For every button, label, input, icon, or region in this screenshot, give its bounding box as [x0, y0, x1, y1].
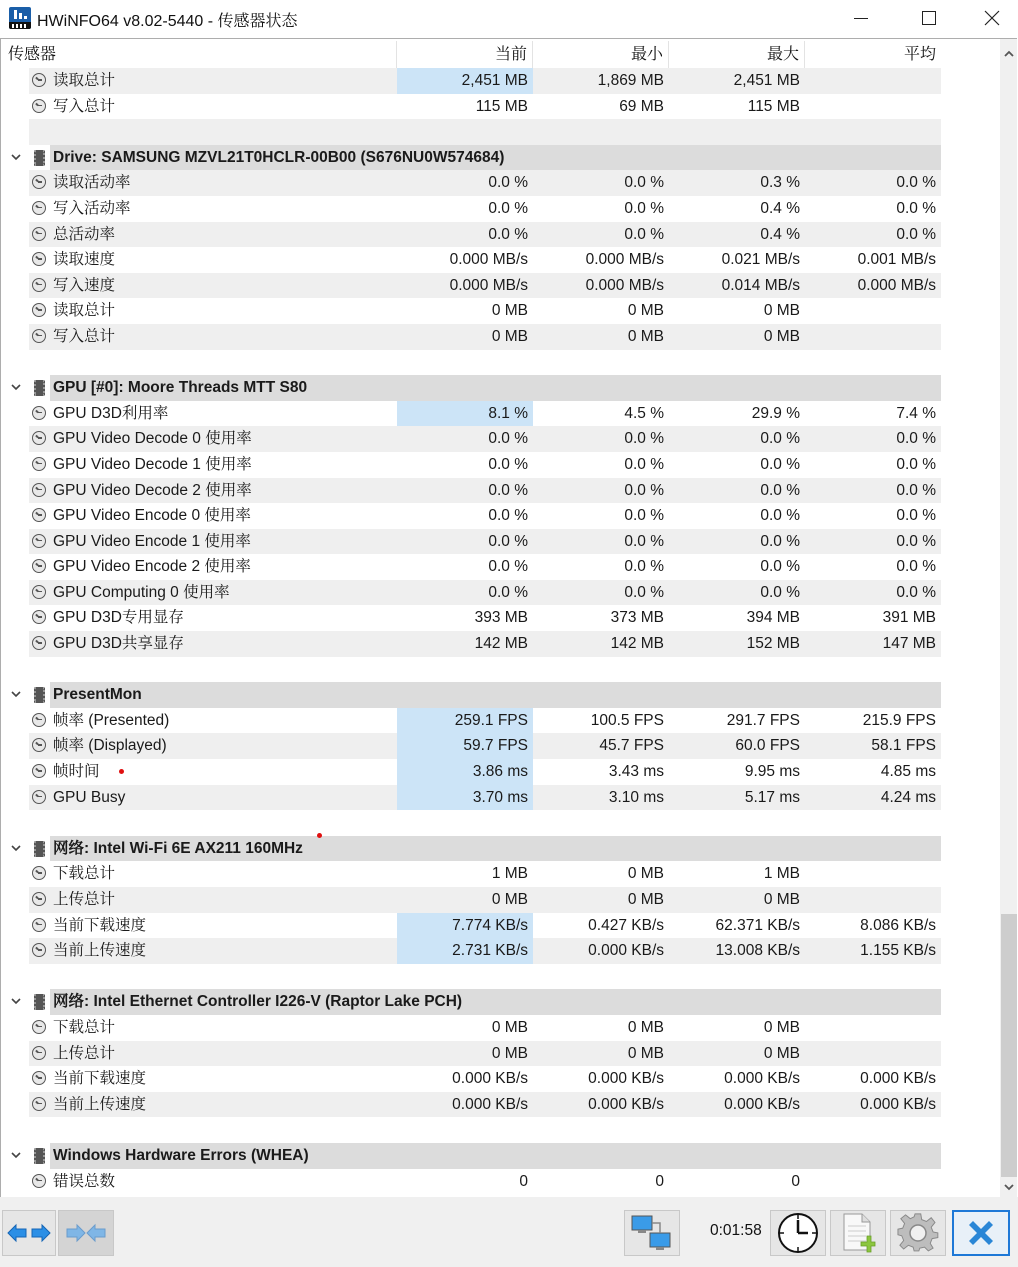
value-current: 0 MB — [491, 1018, 528, 1036]
sensor-group-row[interactable] — [1, 145, 1000, 171]
sensor-row[interactable] — [1, 580, 1000, 606]
value-max: 291.7 FPS — [726, 711, 800, 729]
value-min: 0.0 % — [624, 455, 664, 473]
sensor-label: 当前下载速度 — [53, 916, 147, 934]
value-current: 0.000 MB/s — [449, 251, 528, 269]
value-avg: 0.0 % — [896, 174, 936, 192]
sensor-label: GPU D3D利用率 — [53, 404, 169, 422]
value-max: 0 MB — [763, 327, 800, 345]
column-header-current[interactable]: 当前 — [397, 41, 533, 68]
sensor-label: 下载总计 — [53, 1018, 116, 1036]
sensor-row[interactable] — [1, 298, 1000, 324]
value-max: 0 MB — [763, 1018, 800, 1036]
value-max: 394 MB — [746, 609, 800, 627]
scroll-thumb[interactable] — [1001, 914, 1017, 1177]
sensor-clock-icon — [32, 227, 46, 241]
chevron-down-icon[interactable] — [10, 381, 22, 393]
value-avg: 0.0 % — [896, 455, 936, 473]
chevron-down-icon[interactable] — [10, 1149, 22, 1161]
sensor-row[interactable] — [1, 401, 1000, 427]
chip-icon — [34, 1148, 45, 1164]
value-max: 1 MB — [763, 865, 800, 883]
close-sensors-button[interactable] — [952, 1210, 1010, 1256]
sensor-label: 总活动率 — [53, 225, 116, 243]
value-current: 0 MB — [491, 327, 528, 345]
value-max: 2,451 MB — [733, 72, 800, 89]
value-min: 0.000 KB/s — [588, 1070, 664, 1088]
sensor-row[interactable] — [1, 452, 1000, 478]
value-current: 3.86 ms — [397, 759, 533, 785]
sensor-list[interactable] — [0, 38, 1017, 1198]
value-avg — [805, 887, 941, 913]
value-current: 0.000 KB/s — [452, 1095, 528, 1113]
value-min: 0.000 KB/s — [588, 1095, 664, 1113]
settings-button[interactable] — [890, 1210, 946, 1256]
chip-icon — [34, 841, 45, 857]
sensor-label: 下载总计 — [53, 865, 116, 883]
sensor-clock-icon — [32, 278, 46, 292]
value-avg: 391 MB — [882, 609, 936, 627]
value-min: 0.0 % — [624, 225, 664, 243]
sensor-row[interactable] — [1, 631, 1000, 657]
value-max: 0.000 KB/s — [724, 1095, 800, 1113]
sensor-label: 写入总计 — [53, 327, 116, 345]
value-min: 0 MB — [627, 891, 664, 908]
value-max: 0 MB — [763, 1044, 800, 1062]
value-avg: 147 MB — [882, 635, 936, 653]
value-max: 5.17 ms — [744, 788, 800, 806]
sensor-row[interactable] — [1, 733, 1000, 759]
value-max: 0.0 % — [760, 532, 800, 550]
sensor-label: 读取速度 — [53, 251, 116, 269]
value-max: 0 MB — [763, 302, 800, 320]
sensor-label: 当前上传速度 — [53, 1095, 147, 1113]
title-bar — [0, 0, 1018, 38]
sensor-label: GPU Video Decode 2 使用率 — [53, 481, 252, 499]
sensor-row[interactable] — [1, 785, 1000, 811]
value-max: 152 MB — [746, 635, 800, 653]
sensor-row[interactable] — [1, 273, 1000, 299]
sensor-row[interactable] — [1, 1041, 1000, 1067]
sensor-row[interactable] — [1, 529, 1000, 555]
sensor-group-row[interactable] — [1, 836, 1000, 862]
sensor-row[interactable] — [1, 68, 1000, 94]
group-label: Windows Hardware Errors (WHEA) — [53, 1146, 309, 1164]
sensor-clock-icon — [32, 73, 46, 87]
sensor-label: GPU Video Decode 1 使用率 — [53, 455, 252, 473]
value-current: 3.70 ms — [397, 785, 533, 811]
value-avg — [805, 861, 941, 887]
chevron-down-icon[interactable] — [10, 842, 22, 854]
value-min: 373 MB — [610, 609, 664, 627]
sensor-row[interactable] — [1, 887, 1000, 913]
blank-row — [1, 964, 1000, 990]
sensor-clock-icon — [32, 329, 46, 343]
value-min: 0.0 % — [624, 174, 664, 192]
value-min: 0.0 % — [624, 430, 664, 448]
sensor-clock-icon — [32, 508, 46, 522]
value-max: 9.95 ms — [744, 763, 800, 781]
value-avg: 4.24 ms — [880, 788, 936, 806]
value-current: 0.0 % — [488, 455, 528, 473]
blank-row — [1, 810, 1000, 836]
blank-row — [1, 350, 1000, 376]
red-marker-dot — [317, 833, 322, 838]
chip-icon — [34, 150, 45, 166]
sensor-clock-icon — [32, 483, 46, 497]
sensor-clock-icon — [32, 457, 46, 471]
sensor-group-row[interactable] — [1, 989, 1000, 1015]
group-label: GPU [#0]: Moore Threads MTT S80 — [53, 379, 308, 397]
value-current: 0.0 % — [488, 583, 528, 601]
value-avg: 0.0 % — [896, 481, 936, 499]
value-avg — [805, 68, 941, 94]
sensor-row[interactable] — [1, 605, 1000, 631]
sensor-label: 读取活动率 — [53, 174, 131, 192]
value-current: 8.1 % — [397, 401, 533, 427]
sensor-row[interactable] — [1, 170, 1000, 196]
value-max: 0.0 % — [760, 558, 800, 576]
value-min: 3.43 ms — [608, 763, 664, 781]
vertical-scrollbar[interactable] — [1000, 39, 1017, 1197]
value-avg — [805, 94, 941, 120]
value-min: 100.5 FPS — [590, 711, 664, 729]
sensor-rows — [1, 68, 1000, 1194]
row-background — [29, 810, 941, 836]
sensor-row[interactable] — [1, 861, 1000, 887]
value-current: 0 MB — [491, 302, 528, 320]
row-background — [29, 119, 941, 145]
expand-arrows-icon — [6, 1222, 52, 1244]
group-label: 网络: Intel Wi-Fi 6E AX211 160MHz — [53, 839, 303, 857]
value-min: 1,869 MB — [597, 72, 664, 89]
sensor-label: GPU Video Decode 0 使用率 — [53, 430, 252, 448]
logging-button[interactable] — [830, 1210, 886, 1256]
sensor-label: GPU Computing 0 使用率 — [53, 583, 230, 601]
clock-icon — [777, 1212, 819, 1254]
value-avg: 0.0 % — [896, 199, 936, 217]
value-min: 0.000 MB/s — [585, 251, 664, 269]
chip-icon — [34, 994, 45, 1010]
value-avg — [805, 1169, 941, 1195]
value-min: 69 MB — [619, 97, 664, 115]
value-min: 142 MB — [610, 635, 664, 653]
sensor-clock-icon — [32, 585, 46, 599]
close-icon — [984, 10, 1000, 26]
value-avg — [805, 1015, 941, 1041]
sensor-label: GPU Video Encode 0 使用率 — [53, 507, 251, 525]
value-avg: 0.001 MB/s — [857, 251, 936, 269]
value-min: 45.7 FPS — [599, 737, 664, 755]
collapse-arrows-icon — [63, 1222, 109, 1244]
expand-all-button[interactable] — [2, 1210, 56, 1256]
sensor-label: GPU Video Encode 1 使用率 — [53, 532, 251, 550]
value-current: 2,451 MB — [397, 68, 533, 94]
sensor-row[interactable] — [1, 94, 1000, 120]
value-max: 0 MB — [763, 891, 800, 908]
sensor-label: 上传总计 — [53, 891, 116, 908]
value-avg: 0.0 % — [896, 225, 936, 243]
value-min: 0.0 % — [624, 583, 664, 601]
value-max: 0.0 % — [760, 455, 800, 473]
sensor-row[interactable] — [1, 426, 1000, 452]
sensor-label: 读取总计 — [53, 72, 116, 89]
value-current: 0.0 % — [488, 199, 528, 217]
chevron-up-icon — [1004, 50, 1014, 57]
red-marker-dot — [119, 769, 124, 774]
sensor-row[interactable] — [1, 554, 1000, 580]
column-header-min[interactable]: 最小 — [533, 41, 669, 68]
value-avg: 0.000 KB/s — [860, 1070, 936, 1088]
value-max: 0.014 MB/s — [721, 276, 800, 294]
chip-icon — [34, 380, 45, 396]
value-max: 0.0 % — [760, 481, 800, 499]
value-max: 62.371 KB/s — [715, 916, 800, 934]
sensor-label: 帧时间 — [53, 763, 100, 781]
close-window-button[interactable] — [969, 0, 1015, 36]
add-log-file-icon — [838, 1212, 878, 1254]
sensor-row[interactable] — [1, 324, 1000, 350]
sensor-clock-icon — [32, 636, 46, 650]
value-max: 0 — [791, 1172, 800, 1190]
sensor-row[interactable] — [1, 196, 1000, 222]
value-current: 0.0 % — [488, 532, 528, 550]
sensor-label: 写入活动率 — [53, 199, 131, 217]
value-current: 0.000 MB/s — [449, 276, 528, 294]
network-button[interactable] — [624, 1210, 680, 1256]
minimize-button[interactable] — [838, 0, 884, 36]
value-min: 0 MB — [627, 1018, 664, 1036]
value-current: 0.0 % — [488, 174, 528, 192]
chevron-down-icon — [1004, 1184, 1014, 1191]
group-label: Drive: SAMSUNG MZVL21T0HCLR-00B00 (S676NU0W574684) — [53, 148, 505, 166]
sensor-label: 帧率 (Presented) — [53, 711, 170, 729]
value-max: 13.008 KB/s — [715, 942, 800, 960]
value-min: 4.5 % — [624, 404, 664, 422]
value-current: 0.0 % — [488, 225, 528, 243]
group-label: 网络: Intel Ethernet Controller I226-V (Raptor Lake PCH) — [53, 993, 463, 1011]
sensor-clock-icon — [32, 790, 46, 804]
sensor-clock-icon — [32, 1097, 46, 1111]
sensor-row[interactable] — [1, 1092, 1000, 1118]
maximize-icon — [922, 11, 936, 25]
value-min: 3.10 ms — [608, 788, 664, 806]
value-current: 1 MB — [491, 865, 528, 883]
value-avg: 7.4 % — [896, 404, 936, 422]
value-current: 259.1 FPS — [397, 708, 533, 734]
sensor-row[interactable] — [1, 1066, 1000, 1092]
sensor-label: 错误总数 — [53, 1172, 116, 1190]
sensor-row[interactable] — [1, 247, 1000, 273]
value-current: 142 MB — [474, 635, 528, 653]
value-avg: 0.000 KB/s — [860, 1095, 936, 1113]
sensor-clock-icon — [32, 713, 46, 727]
value-min: 0 MB — [627, 865, 664, 883]
scroll-up-button[interactable] — [1000, 45, 1017, 62]
sensor-clock-icon — [32, 1046, 46, 1060]
value-avg: 0.0 % — [896, 558, 936, 576]
sensor-row[interactable] — [1, 503, 1000, 529]
sensor-label: 读取总计 — [53, 302, 116, 320]
group-label: PresentMon — [53, 686, 142, 704]
sensor-label: 当前上传速度 — [53, 942, 147, 960]
close-x-icon — [965, 1217, 997, 1249]
value-max: 0.0 % — [760, 507, 800, 525]
column-header-max[interactable]: 最大 — [669, 41, 805, 68]
elapsed-time: 0:01:58 — [710, 1222, 762, 1239]
value-max: 0.3 % — [760, 174, 800, 192]
value-max: 0.4 % — [760, 199, 800, 217]
value-avg: 0.0 % — [896, 532, 936, 550]
value-min: 0 MB — [627, 327, 664, 345]
value-max: 0.0 % — [760, 430, 800, 448]
network-computers-icon — [630, 1213, 674, 1253]
value-min: 0.0 % — [624, 199, 664, 217]
sensor-clock-icon — [32, 201, 46, 215]
value-max: 60.0 FPS — [735, 737, 800, 755]
value-current: 0.0 % — [488, 481, 528, 499]
sensor-clock-icon — [32, 406, 46, 420]
minimize-icon — [854, 18, 868, 19]
row-background — [29, 1117, 941, 1143]
sensor-group-row[interactable] — [1, 1143, 1000, 1169]
collapse-all-button[interactable] — [58, 1210, 114, 1256]
chip-icon — [34, 687, 45, 703]
value-max: 115 MB — [747, 97, 800, 115]
sensor-row[interactable] — [1, 913, 1000, 939]
sensor-row[interactable] — [1, 938, 1000, 964]
value-avg: 1.155 KB/s — [860, 942, 936, 960]
value-max: 29.9 % — [751, 404, 800, 422]
reset-timer-button[interactable] — [770, 1210, 826, 1256]
row-background — [29, 657, 941, 683]
sensor-clock-icon — [32, 764, 46, 778]
sensor-clock-icon — [32, 918, 46, 932]
sensor-row[interactable] — [1, 478, 1000, 504]
value-current: 0.000 KB/s — [452, 1070, 528, 1088]
value-current: 0 — [519, 1172, 528, 1190]
value-avg: 215.9 FPS — [862, 711, 936, 729]
sensor-clock-icon — [32, 1174, 46, 1188]
value-current: 393 MB — [474, 609, 528, 627]
sensor-label: 写入总计 — [53, 97, 116, 115]
sensor-label: 当前下载速度 — [53, 1070, 147, 1088]
value-min: 0.0 % — [624, 481, 664, 499]
row-background — [29, 350, 941, 376]
sensor-group-row[interactable] — [1, 682, 1000, 708]
maximize-button[interactable] — [906, 0, 952, 36]
value-current: 7.774 KB/s — [397, 913, 533, 939]
value-max: 0.0 % — [760, 583, 800, 601]
sensor-row[interactable] — [1, 708, 1000, 734]
value-min: 0 MB — [627, 1044, 664, 1062]
value-avg: 58.1 FPS — [871, 737, 936, 755]
value-current: 115 MB — [475, 97, 528, 115]
value-avg: 0.000 MB/s — [857, 276, 936, 294]
value-current: 0.0 % — [488, 507, 528, 525]
value-avg — [805, 298, 941, 324]
column-header-avg[interactable]: 平均 — [903, 46, 936, 63]
sensor-label: GPU D3D共享显存 — [53, 635, 184, 653]
value-min: 0 — [655, 1172, 664, 1190]
value-avg: 0.0 % — [896, 507, 936, 525]
value-max: 0.000 KB/s — [724, 1070, 800, 1088]
sensor-clock-icon — [32, 534, 46, 548]
sensor-clock-icon — [32, 1020, 46, 1034]
chevron-down-icon[interactable] — [10, 151, 22, 163]
column-header-sensor[interactable]: 传感器 — [1, 41, 397, 68]
value-avg: 4.85 ms — [880, 763, 936, 781]
value-current: 0 MB — [491, 1044, 528, 1062]
sensor-group-row[interactable] — [1, 375, 1000, 401]
chevron-down-icon[interactable] — [10, 688, 22, 700]
value-min: 0.000 MB/s — [585, 276, 664, 294]
window-title: HWiNFO64 v8.02-5440 - 传感器状态 — [37, 13, 298, 30]
bottom-toolbar — [0, 1197, 1018, 1267]
sensor-label: GPU Busy — [53, 788, 126, 806]
sensor-label: 帧率 (Displayed) — [53, 737, 167, 755]
gear-icon — [897, 1212, 939, 1254]
sensor-label: GPU D3D专用显存 — [53, 609, 184, 627]
sensor-clock-icon — [32, 892, 46, 906]
value-current: 59.7 FPS — [397, 733, 533, 759]
sensor-row[interactable] — [1, 222, 1000, 248]
hwinfo-app-icon — [9, 7, 31, 29]
sensor-row[interactable] — [1, 1169, 1000, 1195]
value-min: 0.0 % — [624, 558, 664, 576]
sensor-row[interactable] — [1, 759, 1000, 785]
value-avg — [805, 1041, 941, 1067]
value-current: 0.0 % — [488, 430, 528, 448]
value-avg: 8.086 KB/s — [860, 916, 936, 934]
sensor-label: 写入速度 — [53, 276, 116, 294]
blank-row — [1, 1117, 1000, 1143]
value-min: 0.427 KB/s — [588, 916, 664, 934]
value-current: 0 MB — [491, 891, 528, 908]
value-min: 0 MB — [627, 302, 664, 320]
row-background — [50, 682, 941, 708]
scroll-down-button[interactable] — [1000, 1179, 1017, 1196]
sensor-row[interactable] — [1, 1015, 1000, 1041]
row-background — [29, 964, 941, 990]
column-header — [1, 41, 1000, 68]
value-avg: 0.0 % — [896, 430, 936, 448]
sensor-label: GPU Video Encode 2 使用率 — [53, 558, 251, 576]
value-current: 2.731 KB/s — [397, 938, 533, 964]
value-current: 0.0 % — [488, 558, 528, 576]
value-min: 0.0 % — [624, 532, 664, 550]
value-min: 0.000 KB/s — [588, 942, 664, 960]
value-avg: 0.0 % — [896, 583, 936, 601]
value-min: 0.0 % — [624, 507, 664, 525]
blank-row — [1, 119, 1000, 145]
chevron-down-icon[interactable] — [10, 995, 22, 1007]
sensor-clock-icon — [32, 99, 46, 113]
value-avg — [805, 324, 941, 350]
sensor-label: 上传总计 — [53, 1044, 116, 1062]
value-max: 0.4 % — [760, 225, 800, 243]
value-max: 0.021 MB/s — [721, 251, 800, 269]
blank-row — [1, 657, 1000, 683]
